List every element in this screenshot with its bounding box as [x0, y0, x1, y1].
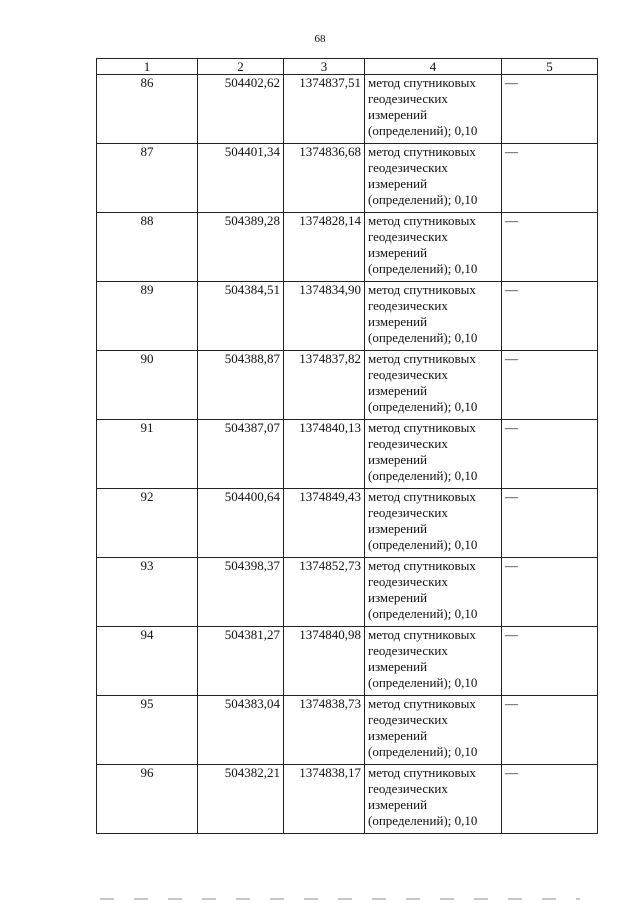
note-cell: — [502, 75, 598, 144]
method-cell: метод спутниковых геодезических измерений (определений); 0,10 [365, 420, 502, 489]
method-cell: метод спутниковых геодезических измерений (определений); 0,10 [365, 75, 502, 144]
table-row [97, 627, 598, 696]
y-coordinate-cell: 1374828,14 [284, 213, 365, 282]
point-number-cell: 92 [97, 489, 198, 558]
x-coordinate-cell: 504382,21 [198, 765, 284, 834]
note-cell: — [502, 489, 598, 558]
column-header-4: 4 [365, 59, 502, 75]
column-header-1: 1 [97, 59, 198, 75]
table-row [97, 351, 598, 420]
table-body [97, 75, 598, 834]
x-coordinate-cell: 504387,07 [198, 420, 284, 489]
point-number-cell: 96 [97, 765, 198, 834]
x-coordinate-cell: 504381,27 [198, 627, 284, 696]
note-cell: — [502, 213, 598, 282]
point-number-cell: 86 [97, 75, 198, 144]
table-row [97, 282, 598, 351]
table-row [97, 213, 598, 282]
y-coordinate-cell: 1374849,43 [284, 489, 365, 558]
column-header-3: 3 [284, 59, 365, 75]
point-number-cell: 88 [97, 213, 198, 282]
method-cell: метод спутниковых геодезических измерений (определений); 0,10 [365, 144, 502, 213]
coordinates-table [96, 58, 598, 834]
table-row [97, 144, 598, 213]
method-cell: метод спутниковых геодезических измерений (определений); 0,10 [365, 282, 502, 351]
x-coordinate-cell: 504388,87 [198, 351, 284, 420]
x-coordinate-cell: 504383,04 [198, 696, 284, 765]
page-number: 68 [314, 33, 326, 45]
note-cell: — [502, 558, 598, 627]
table-row [97, 765, 598, 834]
header-row [97, 59, 598, 75]
note-cell: — [502, 765, 598, 834]
method-cell: метод спутниковых геодезических измерений (определений); 0,10 [365, 558, 502, 627]
point-number-cell: 87 [97, 144, 198, 213]
x-coordinate-cell: 504402,62 [198, 75, 284, 144]
point-number-cell: 94 [97, 627, 198, 696]
scan-artifact [100, 898, 580, 900]
table-row [97, 696, 598, 765]
y-coordinate-cell: 1374840,98 [284, 627, 365, 696]
y-coordinate-cell: 1374838,73 [284, 696, 365, 765]
y-coordinate-cell: 1374840,13 [284, 420, 365, 489]
note-cell: — [502, 282, 598, 351]
table-row [97, 75, 598, 144]
note-cell: — [502, 696, 598, 765]
y-coordinate-cell: 1374834,90 [284, 282, 365, 351]
method-cell: метод спутниковых геодезических измерений (определений); 0,10 [365, 351, 502, 420]
method-cell: метод спутниковых геодезических измерений (определений); 0,10 [365, 696, 502, 765]
y-coordinate-cell: 1374838,17 [284, 765, 365, 834]
x-coordinate-cell: 504384,51 [198, 282, 284, 351]
y-coordinate-cell: 1374852,73 [284, 558, 365, 627]
x-coordinate-cell: 504398,37 [198, 558, 284, 627]
table-row [97, 420, 598, 489]
note-cell: — [502, 627, 598, 696]
column-header-5: 5 [502, 59, 598, 75]
method-cell: метод спутниковых геодезических измерений (определений); 0,10 [365, 213, 502, 282]
y-coordinate-cell: 1374836,68 [284, 144, 365, 213]
x-coordinate-cell: 504389,28 [198, 213, 284, 282]
method-cell: метод спутниковых геодезических измерений (определений); 0,10 [365, 627, 502, 696]
point-number-cell: 95 [97, 696, 198, 765]
column-header-2: 2 [198, 59, 284, 75]
x-coordinate-cell: 504400,64 [198, 489, 284, 558]
point-number-cell: 90 [97, 351, 198, 420]
table-row [97, 558, 598, 627]
y-coordinate-cell: 1374837,51 [284, 75, 365, 144]
point-number-cell: 93 [97, 558, 198, 627]
y-coordinate-cell: 1374837,82 [284, 351, 365, 420]
table-header [97, 59, 598, 75]
x-coordinate-cell: 504401,34 [198, 144, 284, 213]
point-number-cell: 91 [97, 420, 198, 489]
note-cell: — [502, 144, 598, 213]
note-cell: — [502, 351, 598, 420]
table-row [97, 489, 598, 558]
point-number-cell: 89 [97, 282, 198, 351]
method-cell: метод спутниковых геодезических измерений (определений); 0,10 [365, 489, 502, 558]
note-cell: — [502, 420, 598, 489]
method-cell: метод спутниковых геодезических измерений (определений); 0,10 [365, 765, 502, 834]
